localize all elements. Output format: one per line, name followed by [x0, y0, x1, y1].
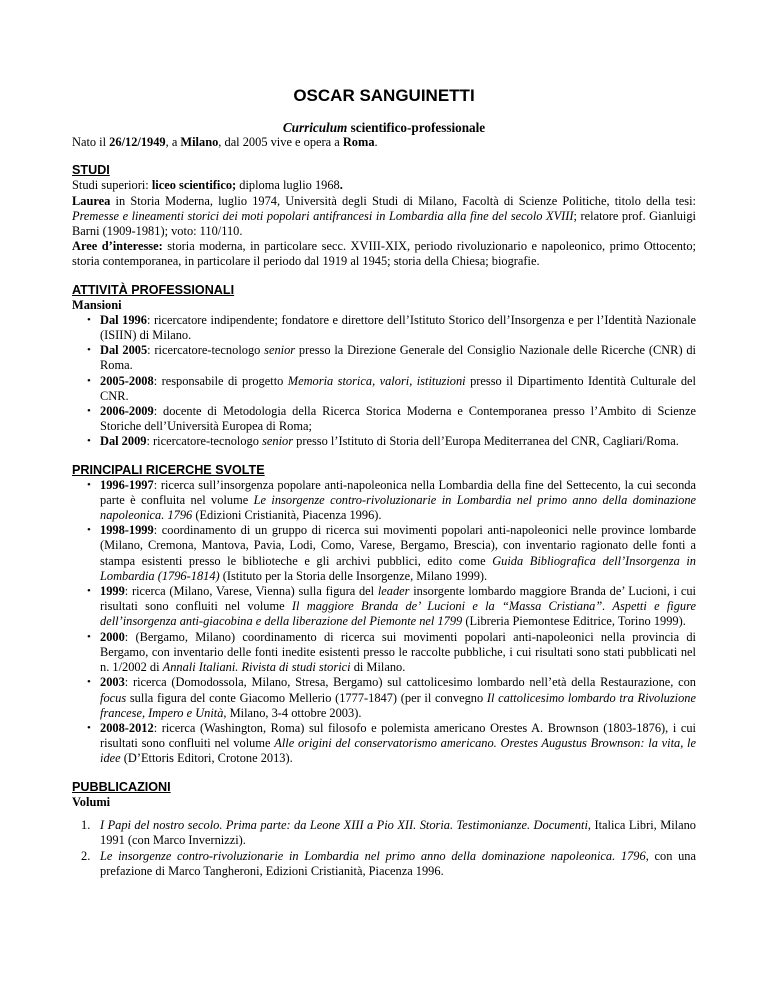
item-text: : ricerca (Milano, Varese, Vienna) sulla figura del — [124, 584, 378, 599]
aree-interesse — [72, 239, 696, 269]
born-mid2: , dal 2005 vive e opera a — [218, 135, 343, 150]
item-date: 2005-2008 — [100, 373, 154, 388]
item-text: : (Bergamo, Milano) coordinamento di ricerca sui movimenti popolari anti-napoleonici nella provincia di Bergamo, con inventario delle fonti inedite esistenti presso le raccolte pubbliche, i cui risultati sono stati pubblicati nel n. 1/2002 di — [100, 629, 696, 675]
studi-prefix: Studi superiori: — [72, 178, 152, 193]
list-item — [100, 523, 696, 584]
item-text: (Edizioni Cristianità, Piacenza 1996). — [192, 508, 382, 523]
book-details: , Italica Libri, Milano 1991 (con Marco Invernizzi). — [100, 817, 696, 847]
item-italic: senior — [262, 434, 294, 449]
list-item — [100, 478, 696, 524]
item-italic: Alle origini del conservatorismo americano. Orestes Augustus Brownson: la vita, le idee — [100, 736, 696, 766]
item-text: , Milano, 3-4 ottobre 2003). — [223, 705, 362, 720]
item-text: : docente di Metodologia della Ricerca Storica Moderna e Contemporanea presso l’Ambito di Scienze Storiche dell’Università Europea di Roma; — [100, 404, 696, 434]
item-date: 2003 — [100, 675, 125, 690]
list-item — [100, 675, 696, 721]
list-item — [81, 817, 696, 848]
item-date: 2006-2009 — [100, 404, 154, 419]
item-after: presso l’Istituto di Storia dell’Europa Mediterranea del CNR, Cagliari/Roma. — [293, 434, 679, 449]
item-number: 2. — [81, 849, 91, 864]
volumi-list — [72, 818, 696, 880]
list-item — [100, 343, 696, 373]
section-heading-attivita: ATTIVITÀ PROFESSIONALI — [72, 282, 235, 297]
page-title: OSCAR SANGUINETTI — [293, 86, 475, 105]
item-italic: focus — [100, 690, 127, 705]
studi-superiori — [72, 178, 696, 193]
item-after: presso la Direzione Generale del Consiglio Nazionale delle Ricerche (CNR) di Roma. — [100, 343, 697, 373]
list-item — [100, 584, 696, 630]
laurea-end: ; relatore prof. Gianluigi Barni (1909-1981); voto: 110/110. — [72, 208, 696, 239]
book-details: , con una prefazione di Marco Tangheroni, Edizioni Cristianità, Piacenza 1996. — [100, 849, 697, 879]
item-text: : ricercatore indipendente; fondatore e direttore dell’Istituto Storico dell’Insorgenza e per l’Identità Nazionale (ISIIN) di Milano. — [100, 312, 697, 343]
item-number: 1. — [81, 817, 91, 832]
item-text: : responsabile di progetto — [153, 373, 288, 388]
subtitle-italic: Curriculum — [282, 120, 348, 135]
mansioni-list — [72, 313, 696, 450]
list-item — [100, 374, 696, 404]
item-date: 1998-1999 — [100, 523, 154, 538]
section-heading-pubblicazioni: PUBBLICAZIONI — [72, 779, 171, 794]
page-subtitle — [72, 120, 696, 135]
item-date: Dal 2005 — [100, 343, 148, 358]
item-text: : ricercatore-tecnologo — [146, 434, 263, 449]
studi-end: . — [339, 178, 343, 193]
residence-city: Roma — [342, 135, 375, 150]
item-text: : coordinamento di un gruppo di ricerca sui movimenti popolari anti-napoleonici nelle province lombarde (Milano, Cremona, Mantova, Pavia, Lodi, Como, Varese, Bergamo, Brescia), con inventario ragionato delle fonti a stampa esistenti presso le biblioteche e gli archivi pubblici, edito come — [100, 523, 696, 568]
item-date: 1996-1997 — [100, 477, 154, 492]
item-date: Dal 2009 — [100, 434, 147, 449]
born-prefix: Nato il — [72, 135, 110, 150]
list-item — [100, 630, 696, 676]
list-item — [100, 404, 696, 434]
item-text: : ricerca (Washington, Roma) sul filosofo e polemista americano Orestes A. Brownson (1803-1876), i cui risultati sono confluiti nel volume — [100, 720, 696, 751]
aree-label: Aree d’interesse: — [72, 239, 163, 254]
item-text: : ricerca (Domodossola, Milano, Stresa, Bergamo) sul cattolicesimo lombardo nell’età della Restaurazione, con — [124, 675, 696, 690]
item-italic: Annali Italiani. Rivista di studi storici — [162, 660, 351, 675]
item-date: Dal 1996 — [100, 312, 147, 327]
section-heading-studi: STUDI — [72, 163, 110, 178]
item-text: : ricercatore-tecnologo — [147, 343, 265, 358]
subheading-mansioni: Mansioni — [72, 297, 122, 312]
item-text: sulla figura del conte Giacomo Mellerio (1777-1847) (per il convegno — [126, 690, 487, 705]
aree-text: storia moderna, in particolare secc. XVIII-XIX, periodo rivoluzionario e napoleonico, primo Ottocento; storia contemporanea, in particolare il periodo dal 1919 al 1945; storia della Chiesa; biografie. — [72, 239, 696, 269]
list-item — [100, 434, 696, 449]
item-italic: Il maggiore Branda de’ Lucioni e la “Massa Cristiana”. Aspetti e figure dell’insorgenza anti-giacobina e della liberazione del Piemonte nel 1799 — [100, 599, 696, 629]
item-text: (Libreria Piemontese Editrice, Torino 1999). — [462, 614, 686, 629]
item-text: (Istituto per la Storia delle Insorgenze, Milano 1999). — [219, 568, 488, 583]
ricerche-list — [72, 478, 696, 767]
studi-diploma: diploma luglio 1968 — [236, 178, 340, 193]
item-after: presso il Dipartimento Identità Culturale del CNR. — [100, 373, 696, 403]
item-italic: Il cattolicesimo lombardo tra Rivoluzione francese, Impero e Unità — [100, 690, 697, 720]
list-item — [100, 313, 696, 343]
studi-school: liceo scientifico; — [151, 178, 237, 193]
subheading-volumi: Volumi — [72, 794, 111, 809]
birth-info — [72, 135, 696, 150]
birth-city: Milano — [180, 135, 219, 150]
birth-date: 26/12/1949 — [109, 135, 166, 150]
book-title: Le insorgenze contro-rivoluzionarie in Lombardia nel primo anno della dominazione napoleonica. 1796 — [100, 849, 646, 864]
item-text: : ricerca sull’insorgenza popolare anti-napoleonica nella Lombardia della fine del Settecento, la cui seconda parte è confluita nel volume — [100, 477, 696, 507]
item-italic: Memoria storica, valori, istituzioni — [287, 373, 466, 388]
item-date: 1999 — [100, 584, 125, 599]
laurea-thesis: Premesse e lineamenti storici dei moti popolari antifrancesi in Lombardia alla fine del secolo XVIII — [72, 208, 574, 223]
laurea-text: in Storia Moderna, luglio 1974, Università degli Studi di Milano, Facoltà di Scienze Politiche, titolo della tesi: — [110, 193, 696, 208]
list-item — [100, 721, 696, 767]
item-italic: Guida Bibliografica dell’Insorgenza in Lombardia (1796-1814) — [100, 553, 696, 583]
subtitle-rest: scientifico-professionale — [347, 120, 486, 135]
laurea — [72, 194, 696, 240]
item-italic: senior — [264, 343, 296, 358]
document-content — [72, 86, 696, 881]
item-date: 2008-2012 — [100, 720, 154, 735]
item-text: insorgente lombardo maggiore Branda de’ Lucioni, i cui risultati sono confluiti nel volume — [100, 584, 696, 614]
item-italic: leader — [377, 584, 410, 599]
born-end: . — [374, 135, 378, 150]
list-item — [81, 849, 697, 879]
book-title: I Papi del nostro secolo. Prima parte: da Leone XIII a Pio XII. Storia. Testimonianze. Documenti — [100, 817, 588, 832]
item-date: 2000 — [100, 629, 125, 644]
item-text: di Milano. — [350, 660, 406, 675]
laurea-label: Laurea — [72, 193, 111, 208]
item-text: (D’Ettoris Editori, Crotone 2013). — [120, 751, 293, 766]
section-heading-ricerche: PRINCIPALI RICERCHE SVOLTE — [72, 462, 265, 477]
born-mid: , a — [165, 135, 181, 150]
item-italic: Le insorgenze contro-rivoluzionarie in Lombardia nel primo anno della dominazione napoleonica. 1796 — [100, 492, 697, 523]
